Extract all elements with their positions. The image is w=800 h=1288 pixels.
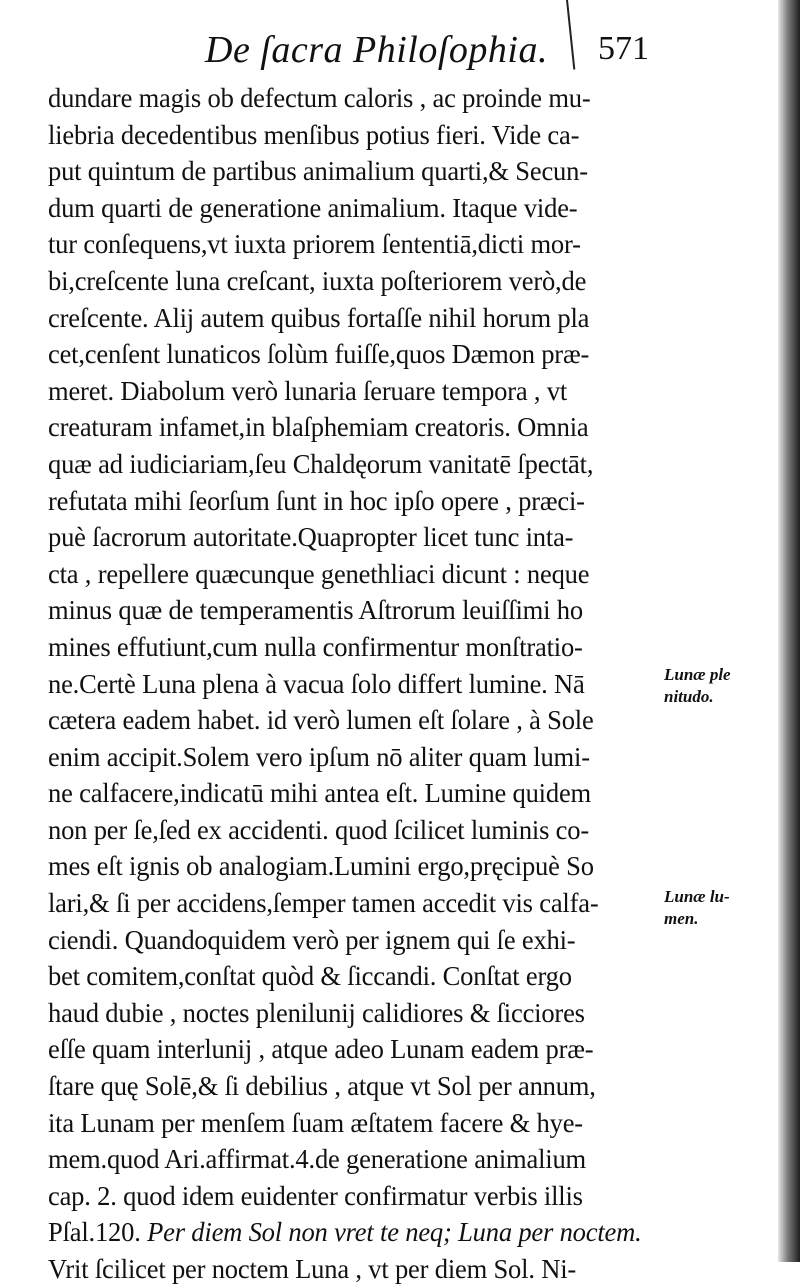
text-line: bet comitem,conſtat quòd & ſiccandi. Conſtat ergo [48,961,572,992]
text-line: refutata mihi ſeorſum ſunt in hoc ipſo opere , præci- [48,485,585,516]
text-line: creſcente. Alij autem quibus fortaſſe nihil horum pla [48,302,590,333]
page-edge-shadow [778,0,800,1262]
text-line: mines effutiunt,cum nulla confirmentur monſtratio- [48,631,583,662]
text-line: liebria decedentibus menſibus potius fieri. Vide ca- [48,119,580,150]
text-line: meret. Diabolum verò lunaria ſeruare tempora , vt [48,375,568,406]
text-line: eſſe quam interlunij , atque adeo Lunam eadem præ- [48,1034,594,1065]
text-line: non per ſe,ſed ex accidenti. quod ſcilicet luminis co- [48,814,590,845]
text-line: ne calfacere,indicatū mihi antea eſt. Lumine quidem [48,778,592,809]
text-line: creaturam infamet,in blaſphemiam creatoris. Omnia [48,412,589,443]
text-line-citation [48,1214,648,1251]
margin-note-lunae-lumen: Lunæ lu- men. [664,887,730,928]
text-line: puè ſacrorum autoritate.Quapropter licet tunc inta- [48,522,574,553]
running-title: De ſacra Philoſophia. [205,29,548,71]
text-line: cap. 2. quod idem euidenter confirmatur verbis illis [48,1180,583,1211]
text-line: cta , repellere quæcunque genethliaci dicunt : neque [48,558,590,589]
text-line: dum quarti de generatione animalium. Itaque vide- [48,192,578,223]
text-line: quæ ad iudiciariam,ſeu Chaldęorum vanitatē ſpectāt, [48,448,594,479]
text-line: tur conſequens,vt iuxta priorem ſententiā,dicti mor- [48,229,581,260]
text-line: mem.quod Ari.affirmat.4.de generatione animalium [48,1144,587,1175]
page-number: 571 [598,30,649,67]
text-line: mes eſt ignis ob analogiam.Lumini ergo,pręcipuè So [48,851,594,882]
text-line: minus quæ de temperamentis Aſtrorum leuiſſimi ho [48,595,583,626]
text-line: cet,cenſent lunaticos ſolùm fuiſſe,quos Dæmon præ- [48,339,590,370]
text-line: lari,& ſi per accidens,ſemper tamen accedit vis calfa- [48,888,599,919]
text-line: bi,creſcente luna creſcant, iuxta poſteriorem verò,de [48,265,587,296]
text-line: ſtare quę Solē,& ſi debilius , atque vt Sol per annum, [48,1071,596,1102]
italic-quotation: Per diem Sol non vret te neq; Luna per noctem. [147,1217,642,1248]
page-header [0,22,800,82]
text-line: ne.Certè Luna plena à vacua ſolo differt lumine. Nā [48,668,585,699]
margin-note-lunae-plenitudo: Lunæ ple nitudo. [664,665,731,706]
text-line: haud dubie , noctes plenilunij calidiores & ſicciores [48,997,585,1028]
text-line: put quintum de partibus animalium quarti,& Secun- [48,156,588,187]
citation-reference: Pſal.120. [48,1217,141,1248]
body-text [48,80,658,1288]
text-line: ita Lunam per menſem ſuam æſtatem facere & hye- [48,1107,583,1138]
text-line: Vrit ſcilicet per noctem Luna , vt per diem Sol. Ni- [48,1254,577,1284]
text-line: ciendi. Quandoquidem verò per ignem qui ſe exhi- [48,924,576,955]
text-line: cætera eadem habet. id verò lumen eſt ſolare , à Sole [48,705,594,736]
text-line: dundare magis ob defectum caloris , ac proinde mu- [48,83,591,113]
text-line: enim accipit.Solem vero ipſum nō aliter quam lumi- [48,741,590,772]
